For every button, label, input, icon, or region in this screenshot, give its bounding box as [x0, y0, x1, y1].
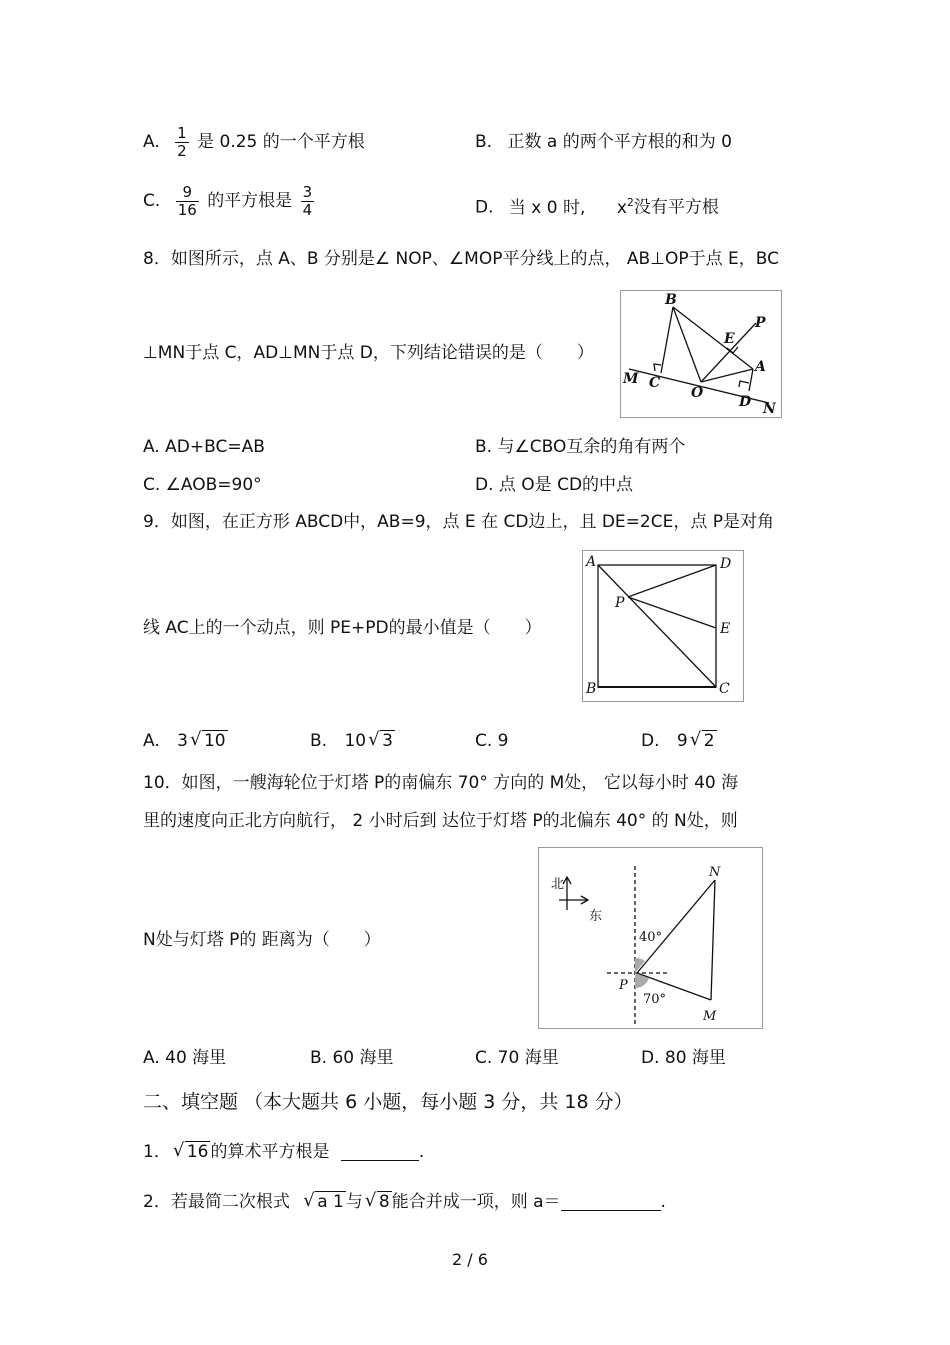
q10-option-d: D. 80 海里: [641, 1048, 726, 1068]
label-e: E: [724, 331, 735, 347]
sqrt-8: √ 8: [365, 1194, 392, 1211]
segment-pn: [637, 880, 715, 973]
sqrt-a-1: √ a 1: [303, 1194, 346, 1211]
q8-option-c: C. ∠AOB=90°: [143, 475, 262, 495]
label-n: N: [709, 865, 721, 880]
sqrt-3: √ 3: [368, 733, 395, 750]
q9-option-a: A. 3√ 10: [143, 733, 228, 750]
label-d: D: [720, 556, 732, 572]
segment-oa: [701, 369, 753, 382]
label-a: A: [755, 359, 766, 375]
q7-c-fraction-1: $\frac{9}{16}$: [177, 183, 197, 219]
q8-option-b: B. 与∠CBO互余的角有两个: [475, 437, 686, 457]
q9-line1: 9．如图，在正方形 ABCD中，AB=9，点 E 在 CD边上，且 DE=2CE，点 P是对角: [143, 512, 774, 532]
q8-line2: ⊥MN于点 C，AD⊥MN于点 D，下列结论错误的是（ ）: [143, 343, 594, 363]
sqrt-2: √ 2: [690, 733, 717, 750]
q10-diagram: [539, 848, 762, 1028]
q7-option-c: C. $\frac{9}{16}$ 的平方根是 $\frac{3}{4}$: [143, 183, 313, 219]
q8-option-a: A. AD+BC=AB: [143, 437, 265, 457]
label-angle-40: 40°: [639, 930, 663, 945]
right-angle-d: [739, 381, 749, 387]
label-b: B: [665, 292, 677, 308]
segment-bc: [661, 307, 673, 373]
label-b: B: [586, 681, 597, 697]
fill-question-1: 1．√ 16 的算术平方根是 .: [143, 1144, 424, 1161]
q9-option-c: C. 9: [475, 731, 509, 751]
q9-option-d: D. 9√ 2: [641, 733, 717, 750]
q10-figure: [538, 847, 763, 1029]
q7-c-fraction-2: $\frac{3}{4}$: [302, 183, 313, 219]
diagonal-ac: [598, 565, 716, 687]
label-m: M: [623, 371, 639, 387]
q8-diagram: [621, 291, 781, 417]
answer-blank-1[interactable]: [341, 1144, 419, 1161]
label-c: C: [719, 681, 730, 697]
q8-line1: 8．如图所示，点 A、B 分别是∠ NOP、∠MOP平分线上的点， AB⊥OP于点 E，BC: [143, 249, 779, 269]
fill-question-2: 2．若最简二次根式 √ a 1 与√ 8 能合并成一项，则 a＝ .: [143, 1194, 666, 1211]
q7-option-d: D. 当 x 0 时, $x^2$没有平方根: [475, 196, 719, 218]
q9-diagram: [583, 551, 743, 701]
label-east: 东: [589, 909, 603, 924]
q9-figure: [582, 550, 744, 702]
label-e: E: [720, 621, 731, 637]
q10-line1: 10．如图，一艘海轮位于灯塔 P的南偏东 70° 方向的 M处， 它以每小时 40 海: [143, 773, 739, 793]
q10-option-b: B. 60 海里: [310, 1048, 394, 1068]
page-number: 2 / 6: [452, 1250, 488, 1269]
q8-figure: [620, 290, 782, 418]
segment-pd: [628, 565, 716, 597]
sqrt-16: √ 16: [173, 1144, 211, 1161]
q8-option-d: D. 点 O是 CD的中点: [475, 475, 634, 495]
label-o: O: [691, 385, 704, 401]
label-m: M: [703, 1009, 717, 1024]
label-p: P: [615, 595, 625, 611]
q10-option-a: A. 40 海里: [143, 1048, 227, 1068]
q10-line2: 里的速度向正北方向航行， 2 小时后到 达位于灯塔 P的北偏东 40° 的 N处，则: [143, 811, 738, 831]
q10-option-c: C. 70 海里: [475, 1048, 559, 1068]
q9-option-b: B. 10√ 3: [310, 733, 395, 750]
q7-option-b: B. 正数 a 的两个平方根的和为 0: [475, 132, 732, 152]
q7-a-fraction: $\frac{1}{2}$: [177, 124, 187, 160]
label-n: N: [763, 401, 776, 417]
label-north: 北: [551, 877, 565, 892]
q7-a-label: A.: [143, 132, 160, 152]
q10-line3: N处与灯塔 P的 距离为（ ）: [143, 930, 381, 950]
label-d: D: [739, 394, 752, 410]
label-angle-70: 70°: [643, 992, 667, 1007]
label-p: P: [619, 978, 628, 993]
segment-pe: [628, 597, 716, 628]
sqrt-10: √ 10: [190, 733, 228, 750]
segment-nm: [711, 880, 715, 1000]
right-angle-c: [654, 364, 661, 371]
label-c: C: [649, 375, 661, 391]
q7-a-text: 是 0.25 的一个平方根: [197, 132, 365, 152]
label-a: A: [586, 554, 597, 570]
q7-option-a: [143, 125, 365, 159]
q9-line2: 线 AC上的一个动点，则 PE+PD的最小值是（ ）: [143, 618, 542, 638]
segment-ad: [749, 369, 753, 391]
label-p: P: [755, 315, 766, 331]
section-title: 二、填空题 （本大题共 6 小题，每小题 3 分，共 18 分）: [143, 1091, 633, 1113]
answer-blank-2[interactable]: [561, 1194, 661, 1211]
